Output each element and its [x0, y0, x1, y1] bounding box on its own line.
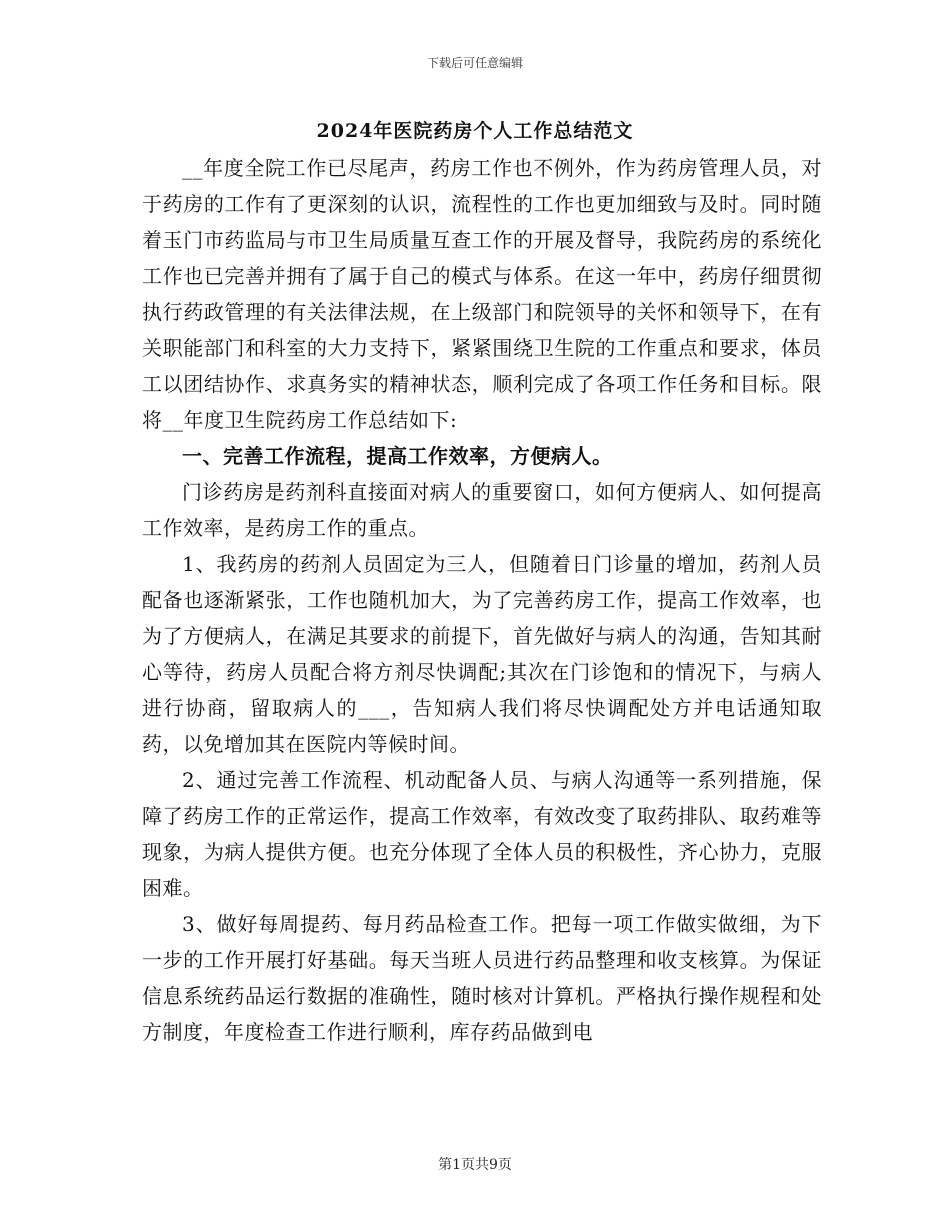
item-1-paragraph: 1、我药房的药剂人员固定为三人，但随着日门诊量的增加，药剂人员配备也逐渐紧张，工作也随机加大，为了完善药房工作，提高工作效率，也为了方便病人，在满足其要求的前提下，首先做好与病人的沟通，告知其耐心等待，药房人员配合将方剂尽快调配;其次在门诊饱和的情况下，与病人进行协商，留取病人的___，告知病人我们将尽快调配处方并电话通知取药，以免增加其在医院内等候时间。 [142, 552, 822, 756]
page-number: 第1页共9页 [438, 1157, 512, 1173]
item-3-paragraph: 3、做好每周提药、每月药品检查工作。把每一项工作做实做细，为下一步的工作开展打好基础。每天当班人员进行药品整理和收支核算。为保证信息系统药品运行数据的准确性，随时核对计算机。严格执行操作规程和处方制度，年度检查工作进行顺利，库存药品做到电 [142, 912, 822, 1044]
page-header-note: 下载后可任意编辑 [426, 56, 523, 70]
section-heading-1: 一、完善工作流程，提高工作效率，方便病人。 [182, 444, 613, 468]
item-2-paragraph: 2、通过完善工作流程、机动配备人员、与病人沟通等一系列措施，保障了药房工作的正常运作，提高工作效率，有效改变了取药排队、取药难等现象，为病人提供方便。也充分体现了全体人员的积极性，齐心协力，克服困难。 [142, 768, 822, 900]
section-1-intro-paragraph: 门诊药房是药剂科直接面对病人的重要窗口，如何方便病人、如何提高工作效率，是药房工作的重点。 [142, 480, 822, 540]
intro-paragraph: __年度全院工作已尽尾声，药房工作也不例外，作为药房管理人员，对于药房的工作有了更深刻的认识，流程性的工作也更加细致与及时。同时随着玉门市药监局与市卫生局质量互查工作的开展及督导，我院药房的系统化工作也已完善并拥有了属于自己的模式与体系。在这一年中，药房仔细贯彻执行药政管理的有关法律法规，在上级部门和院领导的关怀和领导下，在有关职能部门和科室的大力支持下，紧紧围绕卫生院的工作重点和要求，体员工以团结协作、求真务实的精神状态，顺利完成了各项工作任务和目标。限将__年度卫生院药房工作总结如下: [142, 156, 822, 432]
document-title: 2024年医院药房个人工作总结范文 [316, 120, 634, 142]
document-body [142, 150, 822, 1050]
